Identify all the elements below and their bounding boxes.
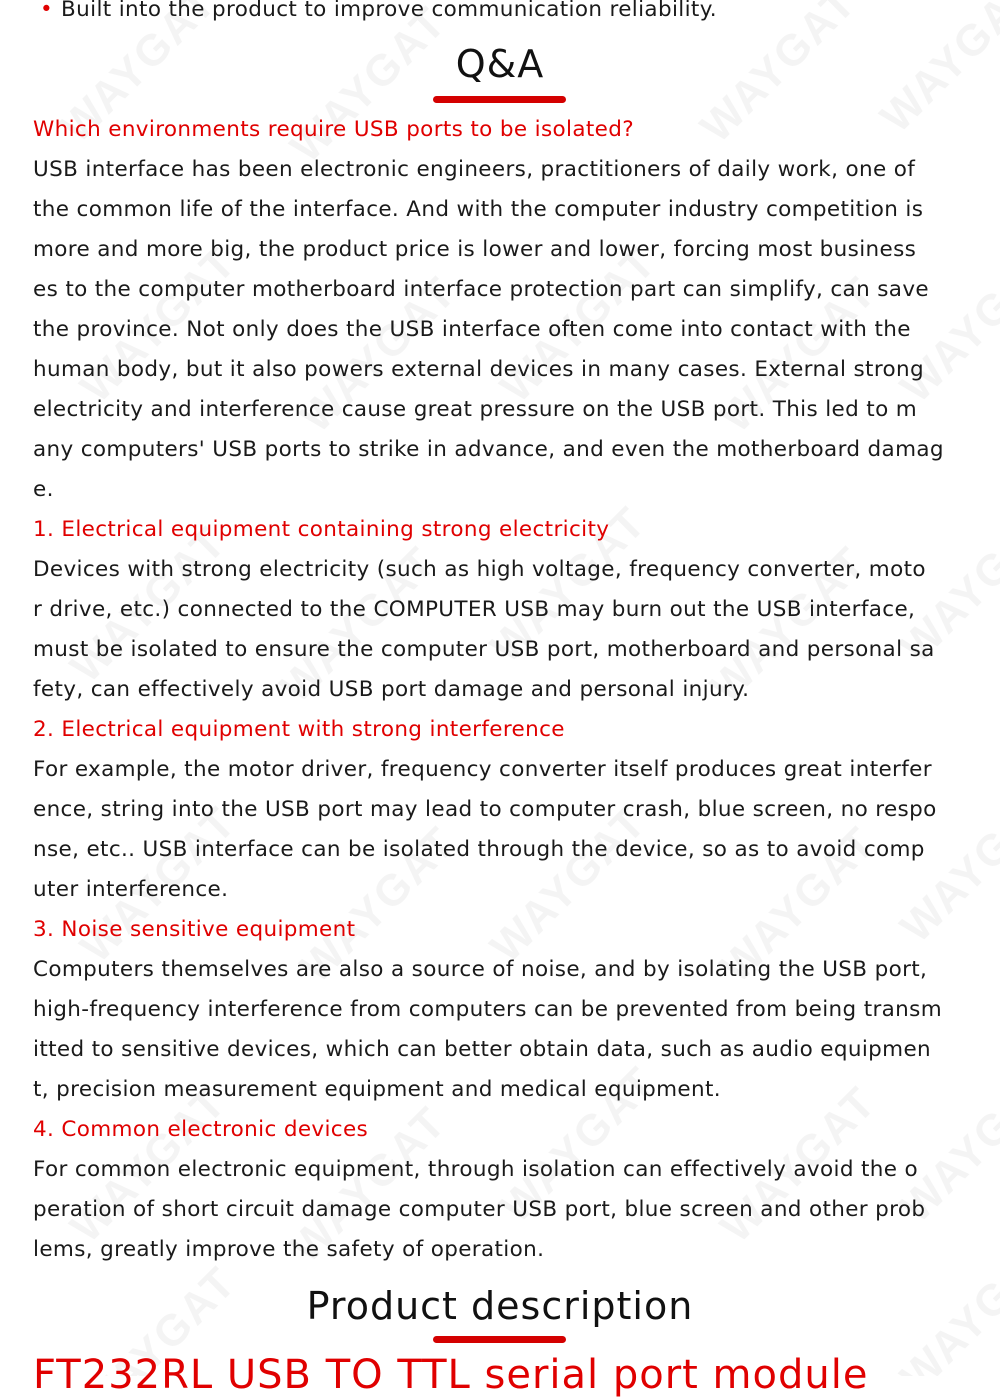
answer-line: the province. Not only does the USB interface often come into contact with the xyxy=(33,317,911,342)
answer-line: human body, but it also powers external devices in many cases. External strong xyxy=(33,357,925,382)
item-2-line: ence, string into the USB port may lead to computer crash, blue screen, no respo xyxy=(33,797,937,822)
qa-heading-underline xyxy=(433,96,566,103)
product-heading-underline xyxy=(433,1336,566,1343)
item-3-line: high-frequency interference from computers can be prevented from being transm xyxy=(33,997,943,1022)
item-2-line: nse, etc.. USB interface can be isolated through the device, so as to avoid comp xyxy=(33,837,925,862)
item-1-title: 1. Electrical equipment containing strong electricity xyxy=(33,517,610,542)
answer-line: more and more big, the product price is lower and lower, forcing most business xyxy=(33,237,917,262)
item-4-line: peration of short circuit damage computer USB port, blue screen and other prob xyxy=(33,1197,926,1222)
item-1-line: must be isolated to ensure the computer USB port, motherboard and personal sa xyxy=(33,637,935,662)
answer-line: USB interface has been electronic engineers, practitioners of daily work, one of xyxy=(33,157,916,182)
intro-bullet xyxy=(40,0,980,30)
answer-line: e. xyxy=(33,477,54,502)
product-title: FT232RL USB TO TTL serial port module xyxy=(33,1352,869,1398)
item-3-title: 3. Noise sensitive equipment xyxy=(33,917,356,942)
qa-heading: Q&A xyxy=(455,42,545,86)
item-4-line: For common electronic equipment, through isolation can effectively avoid the o xyxy=(33,1157,919,1182)
item-3-line: t, precision measurement equipment and medical equipment. xyxy=(33,1077,721,1102)
product-description-heading: Product description xyxy=(306,1284,694,1328)
item-2-line: uter interference. xyxy=(33,877,229,902)
bullet-dot: • xyxy=(40,0,54,22)
item-2-line: For example, the motor driver, frequency converter itself produces great interfer xyxy=(33,757,932,782)
item-2-title: 2. Electrical equipment with strong interference xyxy=(33,717,565,742)
item-4-line: lems, greatly improve the safety of operation. xyxy=(33,1237,545,1262)
answer-line: electricity and interference cause great pressure on the USB port. This led to m xyxy=(33,397,918,422)
intro-bullet-text: Built into the product to improve communication reliability. xyxy=(61,0,717,22)
item-3-line: itted to sensitive devices, which can better obtain data, such as audio equipmen xyxy=(33,1037,932,1062)
item-4-title: 4. Common electronic devices xyxy=(33,1117,369,1142)
question-title: Which environments require USB ports to be isolated? xyxy=(33,117,634,142)
answer-line: es to the computer motherboard interface protection part can simplify, can save xyxy=(33,277,929,302)
answer-line: any computers' USB ports to strike in advance, and even the motherboard damag xyxy=(33,437,944,462)
item-1-line: r drive, etc.) connected to the COMPUTER USB may burn out the USB interface, xyxy=(33,597,916,622)
item-3-line: Computers themselves are also a source of noise, and by isolating the USB port, xyxy=(33,957,928,982)
item-1-line: fety, can effectively avoid USB port damage and personal injury. xyxy=(33,677,750,702)
item-1-line: Devices with strong electricity (such as high voltage, frequency converter, moto xyxy=(33,557,926,582)
answer-line: the common life of the interface. And with the computer industry competition is xyxy=(33,197,924,222)
